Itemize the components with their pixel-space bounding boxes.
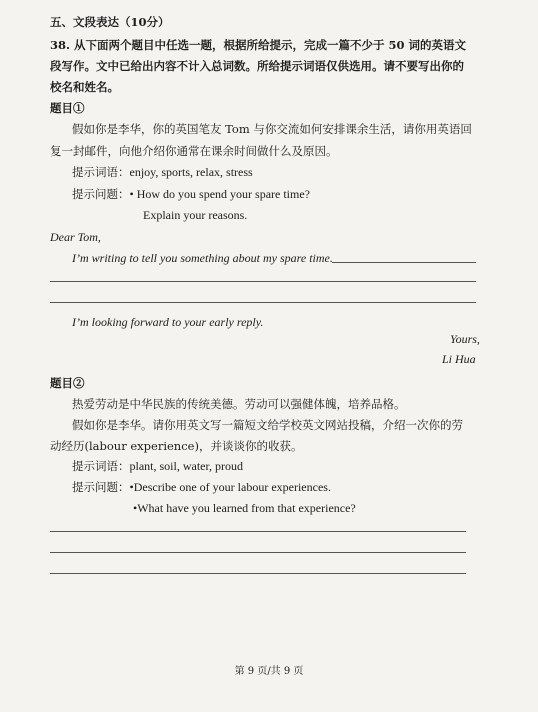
writing-line[interactable] [50,302,476,303]
topic1-question-2: Explain your reasons. [143,208,248,222]
topic2-prompt-line-1: 假如你是李华。请你用英文写一篇短文给学校英文网站投稿，介绍一次你的劳 [72,418,463,432]
section-heading: 五、文段表达（10分） [50,15,170,29]
topic2-keywords-text: plant, soil, water, proud [129,459,243,473]
writing-line[interactable] [50,531,466,532]
topic1-keywords-text: enjoy, sports, relax, stress [129,165,253,179]
letter-opening: I’m writing to tell you something about my spare time. [72,251,333,265]
letter-greeting: Dear Tom, [50,230,101,244]
topic1-keywords-label: 提示词语： [72,165,130,179]
question-instructions-line-3: 校名和姓名。 [50,80,119,94]
topic2-prompt-line-2: 动经历(labour experience)，并谈谈你的收获。 [50,439,303,453]
topic1-label: 题目① [50,101,85,115]
topic2-questions [72,479,331,495]
letter-signoff: Yours, [450,332,480,346]
topic1-questions-label: 提示问题： [72,187,130,201]
letter-signature: Li Hua [442,352,476,366]
letter-closing: I’m looking forward to your early reply. [72,315,264,329]
writing-line[interactable] [50,281,476,282]
topic2-intro: 热爱劳动是中华民族的传统美德。劳动可以强健体魄，培养品格。 [72,397,406,411]
question-instructions-line-2: 段写作。文中已给出内容不计入总词数。所给提示词语仅供选用。请不要写出你的 [50,59,464,73]
topic2-keywords-label: 提示词语： [72,459,130,473]
topic1-prompt-line-2: 复一封邮件，向他介绍你通常在课余时间做什么及原因。 [50,144,338,158]
writing-line[interactable] [50,573,466,574]
topic1-prompt-line-1: 假如你是李华，你的英国笔友 Tom 与你交流如何安排课余生活，请你用英语回 [72,122,472,136]
question-instructions-line-1: 38. 从下面两个题目中任选一题，根据所给提示，完成一篇不少于 50 词的英语文 [50,38,467,52]
topic2-label: 题目② [50,376,85,390]
page-number: 第 9 页/共 9 页 [234,666,304,677]
topic2-question-1: •Describe one of your labour experiences. [129,480,331,494]
topic1-keywords [72,164,253,180]
writing-line[interactable] [332,262,476,263]
writing-line[interactable] [50,552,466,553]
topic1-question-1: • How do you spend your spare time? [129,187,310,201]
topic1-questions [72,186,310,202]
topic2-question-2: •What have you learned from that experience? [133,501,356,515]
topic2-keywords [72,458,243,474]
topic2-questions-label: 提示问题： [72,480,130,494]
